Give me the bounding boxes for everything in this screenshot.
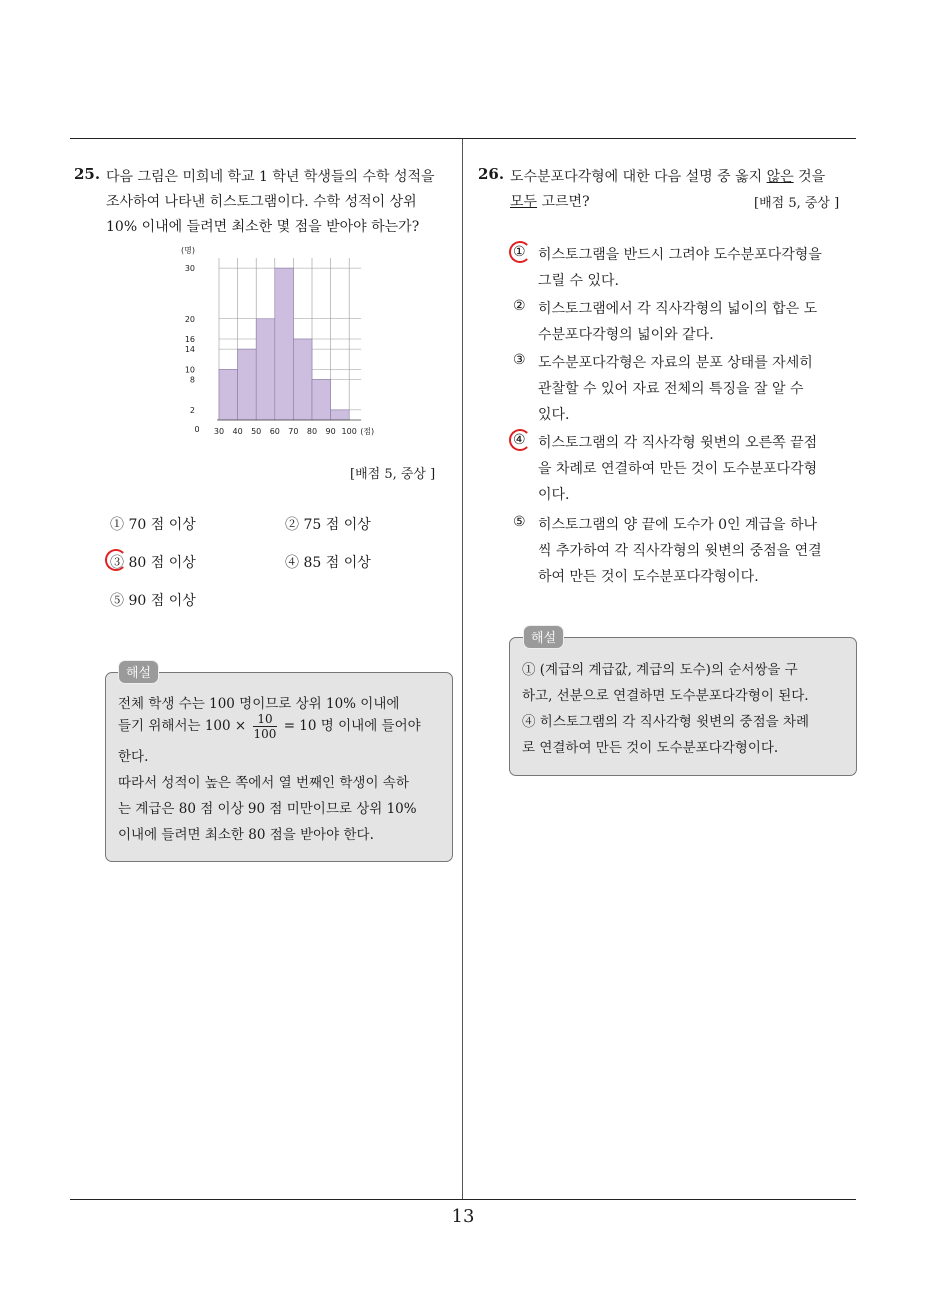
- explanation-25-line-1: 전체 학생 수는 100 명이므로 상위 10% 이내에: [118, 696, 400, 712]
- explanation-25-line-2: [118, 712, 421, 741]
- histogram-chart: [175, 243, 385, 443]
- explanation-25-line-5: 는 계급은 80 점 이상 90 점 미만이므로 상위 10%: [118, 801, 417, 817]
- question-25-line-2: 조사하여 나타낸 히스토그램이다. 수학 성적이 상위: [106, 194, 417, 210]
- header-rule: [70, 138, 856, 139]
- x-tick-label: 100: [341, 427, 357, 436]
- explanation-25-line-2-pre: 들기 위해서는 100 ×: [118, 718, 247, 734]
- histogram-bar: [256, 319, 275, 420]
- option-1-line-2: 그릴 수 있다.: [538, 273, 619, 289]
- option-5-number[interactable]: ⑤: [513, 514, 526, 530]
- histogram-bar: [238, 349, 257, 420]
- option-2-line-2: 수분포다각형의 넓이와 같다.: [538, 327, 714, 343]
- footer-rule: [70, 1199, 856, 1200]
- column-divider: [462, 139, 463, 1199]
- histogram-bar: [293, 339, 312, 420]
- x-axis-label: (점): [360, 427, 375, 436]
- question-26-underlined-not: 않은: [766, 169, 794, 185]
- explanation-25-line-3: 한다.: [118, 749, 149, 765]
- option-1-line-1: 히스토그램을 반드시 그려야 도수분포다각형을: [538, 247, 822, 263]
- explanation-26-line-3: ④ 히스토그램의 각 직사각형 윗변의 중점을 차례: [522, 714, 810, 730]
- page-number: 13: [451, 1206, 475, 1227]
- answer-circle-mark-option-1: [509, 241, 531, 263]
- option-5-line-2: 씩 추가하여 각 직사각형의 윗변의 중점을 연결: [538, 543, 822, 559]
- option-3-line-1: 도수분포다각형은 자료의 분포 상태를 자세히: [538, 355, 813, 371]
- question-26-line-1-post: 것을: [793, 169, 826, 185]
- option-4-line-2: 을 차례로 연결하여 만든 것이 도수분포다각형: [538, 461, 818, 477]
- x-tick-label: 70: [288, 427, 299, 436]
- y-tick-label: 2: [189, 405, 195, 415]
- question-25-line-1: 다음 그림은 미희네 학교 1 학년 학생들의 수학 성적을: [106, 169, 435, 185]
- fraction-denominator: 100: [253, 727, 277, 741]
- fraction-numerator: 10: [253, 712, 278, 727]
- y-tick-label: 30: [184, 264, 195, 274]
- question-26-underlined-all: 모두: [510, 194, 538, 210]
- y-tick-label: 8: [189, 375, 195, 385]
- choice-3[interactable]: ③ 80 점 이상: [110, 555, 196, 571]
- histogram-bar: [275, 268, 294, 420]
- histogram-bar: [219, 369, 238, 420]
- option-5-line-3: 하여 만든 것이 도수분포다각형이다.: [538, 569, 759, 585]
- question-26-number: 26.: [478, 165, 505, 183]
- choice-5[interactable]: ⑤ 90 점 이상: [110, 593, 196, 609]
- y-axis-label: (명): [181, 246, 195, 255]
- fraction: [253, 712, 278, 741]
- question-26-line-1: [510, 166, 825, 186]
- option-4-line-3: 이다.: [538, 487, 570, 503]
- answer-circle-mark: [105, 549, 127, 571]
- explanation-tag-25: 해설: [118, 660, 159, 684]
- y-tick-label: 10: [184, 365, 195, 375]
- question-25-line-3: 10% 이내에 들려면 최소한 몇 점을 받아야 하는가?: [106, 219, 420, 235]
- explanation-25-line-6: 이내에 들려면 최소한 80 점을 받아야 한다.: [118, 827, 374, 843]
- option-3-line-3: 있다.: [538, 407, 570, 423]
- y-tick-label: 14: [184, 345, 195, 355]
- explanation-26-line-2: 하고, 선분으로 연결하면 도수분포다각형이 된다.: [522, 688, 809, 704]
- x-tick-label: 80: [306, 427, 318, 436]
- histogram-bar: [331, 410, 350, 420]
- choice-2[interactable]: ② 75 점 이상: [285, 517, 371, 533]
- question-26-line-1-pre: 도수분포다각형에 대한 다음 설명 중 옳지: [510, 169, 767, 185]
- option-4-line-1: 히스토그램의 각 직사각형 윗변의 오른쪽 끝점: [538, 435, 818, 451]
- explanation-25-line-4: 따라서 성적이 높은 쪽에서 열 번째인 학생이 속하: [118, 775, 409, 791]
- x-tick-label: 90: [325, 427, 336, 436]
- explanation-26-line-1: ① (계급의 계급값, 계급의 도수)의 순서쌍을 구: [522, 662, 798, 678]
- question-25-score: [배점 5, 중상 ]: [350, 467, 436, 482]
- option-5-line-1: 히스토그램의 양 끝에 도수가 0인 계급을 하나: [538, 517, 818, 533]
- choice-1[interactable]: ① 70 점 이상: [110, 517, 196, 533]
- x-tick-label: 30: [213, 427, 225, 436]
- histogram-bar: [312, 380, 331, 421]
- question-25-number: 25.: [74, 165, 101, 183]
- explanation-tag-26: 해설: [523, 625, 564, 649]
- x-tick-label: 40: [232, 427, 243, 436]
- option-2-number[interactable]: ②: [513, 298, 526, 314]
- x-tick-label: 60: [269, 427, 280, 436]
- choice-4[interactable]: ④ 85 점 이상: [285, 555, 371, 571]
- x-tick-label: 50: [251, 427, 262, 436]
- explanation-25-line-2-post: = 10 명 이내에 들어야: [283, 718, 421, 734]
- histogram-svg: [175, 243, 385, 443]
- explanation-26-line-4: 로 연결하여 만든 것이 도수분포다각형이다.: [522, 740, 779, 756]
- option-3-line-2: 관찰할 수 있어 자료 전체의 특징을 잘 알 수: [538, 381, 804, 397]
- option-1-number[interactable]: ①: [513, 244, 526, 260]
- option-3-number[interactable]: ③: [513, 352, 526, 368]
- question-26-line-2-post: 고르면?: [537, 194, 590, 210]
- answer-circle-mark-option-4: [509, 429, 531, 451]
- origin-label: 0: [194, 425, 200, 434]
- y-tick-label: 16: [184, 335, 195, 344]
- option-4-number[interactable]: ④: [513, 432, 526, 448]
- y-tick-label: 20: [184, 314, 195, 324]
- option-2-line-1: 히스토그램에서 각 직사각형의 넓이의 합은 도: [538, 301, 818, 317]
- question-26-score: [배점 5, 중상 ]: [754, 196, 840, 211]
- question-26-line-2: [510, 191, 590, 211]
